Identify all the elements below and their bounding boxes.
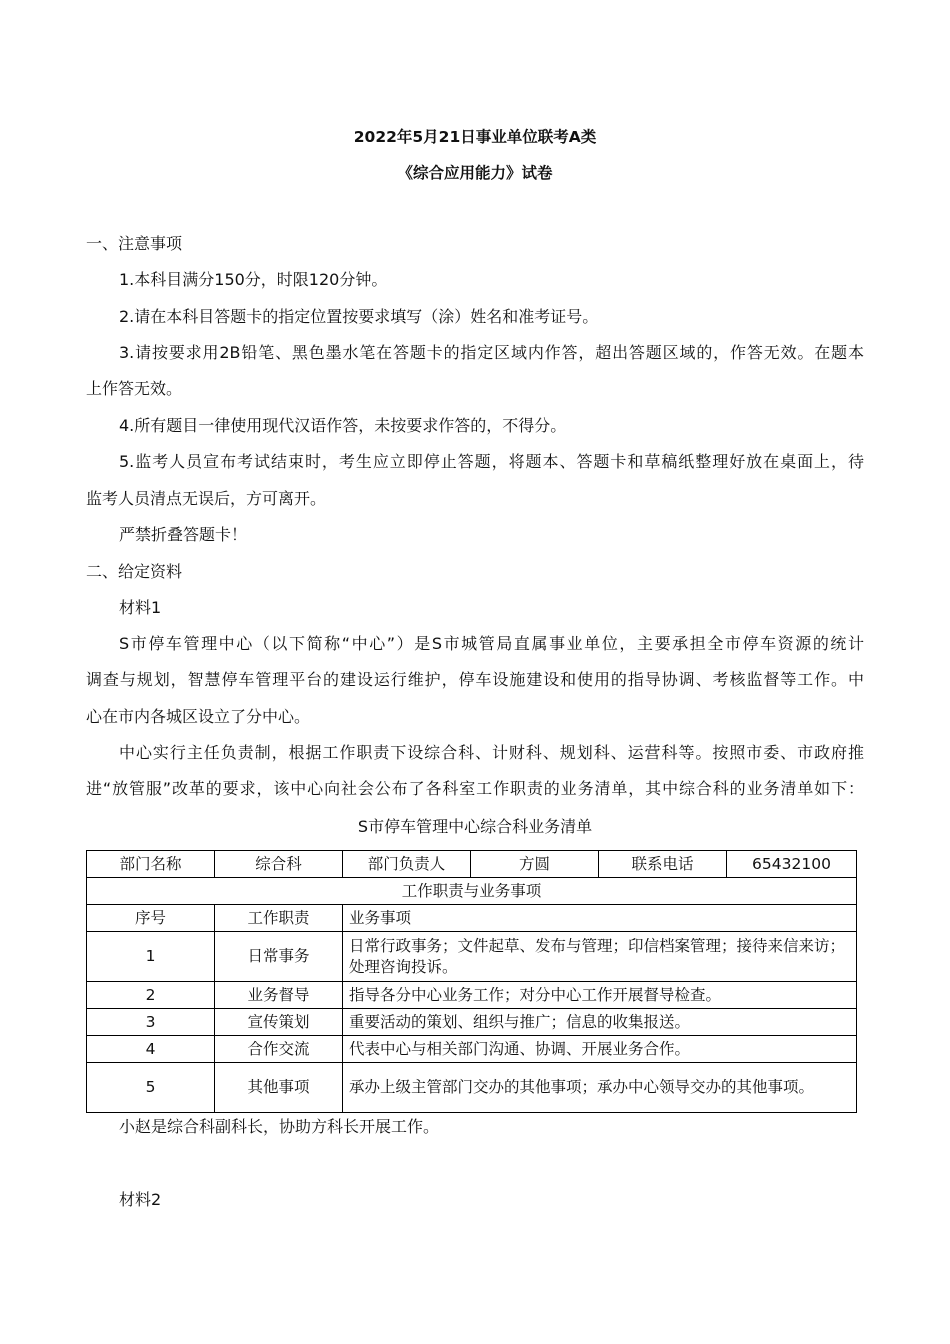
exam-subtitle: 《综合应用能力》试卷 [397, 164, 553, 182]
row-items: 代表中心与相关部门沟通、协调、开展业务合作。 [343, 1036, 857, 1063]
row-no: 4 [87, 1036, 215, 1063]
notice-item-3-line-1: 3.请按要求用2B铅笔、黑色墨水笔在答题卡的指定区域内作答，超出答题区域的，作答无效。在题本 [119, 343, 864, 362]
exam-title: 2022年5月21日事业单位联考A类 [353, 128, 597, 146]
table-row [87, 1009, 857, 1036]
row-no: 2 [87, 982, 215, 1009]
phone-value: 65432100 [727, 851, 857, 878]
dept-head-value: 方圆 [471, 851, 599, 878]
phone-label: 联系电话 [599, 851, 727, 878]
row-duty: 宣传策划 [215, 1009, 343, 1036]
notice-warning: 严禁折叠答题卡！ [119, 525, 248, 544]
after-table-note: 小赵是综合科副科长，协助方科长开展工作。 [119, 1117, 440, 1136]
table-row [87, 1036, 857, 1063]
row-duty: 业务督导 [215, 982, 343, 1009]
column-header-no: 序号 [87, 905, 215, 932]
table-header-row [87, 851, 857, 878]
column-header-duty: 工作职责 [215, 905, 343, 932]
table-column-header-row [87, 905, 857, 932]
table-row [87, 932, 857, 982]
row-items: 日常行政事务；文件起草、发布与管理；印信档案管理；接待来信来访；处理咨询投诉。 [343, 932, 857, 982]
dept-head-label: 部门负责人 [343, 851, 471, 878]
section-title: 工作职责与业务事项 [87, 878, 857, 905]
material-1-label: 材料1 [119, 598, 162, 617]
row-items: 指导各分中心业务工作；对分中心工作开展督导检查。 [343, 982, 857, 1009]
material-2-label: 材料2 [119, 1190, 162, 1209]
notice-item-5-line-1: 5.监考人员宣布考试结束时，考生应立即停止答题，将题本、答题卡和草稿纸整理好放在桌面上，待 [119, 452, 864, 471]
materials-heading: 二、给定资料 [86, 562, 183, 581]
row-items: 承办上级主管部门交办的其他事项；承办中心领导交办的其他事项。 [343, 1063, 857, 1113]
material-1-para-2-line-1: 中心实行主任负责制，根据工作职责下设综合科、计财科、规划科、运营科等。按照市委、市政府推 [119, 743, 864, 762]
row-duty: 合作交流 [215, 1036, 343, 1063]
dept-name-value: 综合科 [215, 851, 343, 878]
material-1-para-1-line-2: 调查与规划，智慧停车管理平台的建设运行维护，停车设施建设和使用的指导协调、考核监督等工作。中 [86, 670, 864, 689]
notice-item-2: 2.请在本科目答题卡的指定位置按要求填写（涂）姓名和准考证号。 [119, 307, 599, 326]
table-section-row [87, 878, 857, 905]
row-duty: 日常事务 [215, 932, 343, 982]
dept-name-label: 部门名称 [87, 851, 215, 878]
material-1-para-1-line-3: 心在市内各城区设立了分中心。 [86, 707, 311, 726]
notice-item-4: 4.所有题目一律使用现代汉语作答，未按要求作答的，不得分。 [119, 416, 567, 435]
column-header-items: 业务事项 [343, 905, 857, 932]
material-1-para-2-line-2: 进“放管服”改革的要求，该中心向社会公布了各科室工作职责的业务清单，其中综合科的业务清单如下： [86, 779, 864, 798]
table-row [87, 982, 857, 1009]
notice-item-5-line-2: 监考人员清点无误后，方可离开。 [86, 489, 327, 508]
row-no: 5 [87, 1063, 215, 1113]
business-list-table [86, 850, 857, 1113]
row-duty: 其他事项 [215, 1063, 343, 1113]
material-1-para-1-line-1: S市停车管理中心（以下简称“中心”）是S市城管局直属事业单位，主要承担全市停车资源的统计 [119, 634, 864, 653]
row-no: 1 [87, 932, 215, 982]
row-no: 3 [87, 1009, 215, 1036]
notice-item-1: 1.本科目满分150分，时限120分钟。 [119, 270, 388, 289]
notice-heading: 一、注意事项 [86, 234, 183, 253]
notice-item-3-line-2: 上作答无效。 [86, 379, 183, 398]
table-row [87, 1063, 857, 1113]
row-items: 重要活动的策划、组织与推广；信息的收集报送。 [343, 1009, 857, 1036]
table-caption: S市停车管理中心综合科业务清单 [357, 817, 593, 836]
